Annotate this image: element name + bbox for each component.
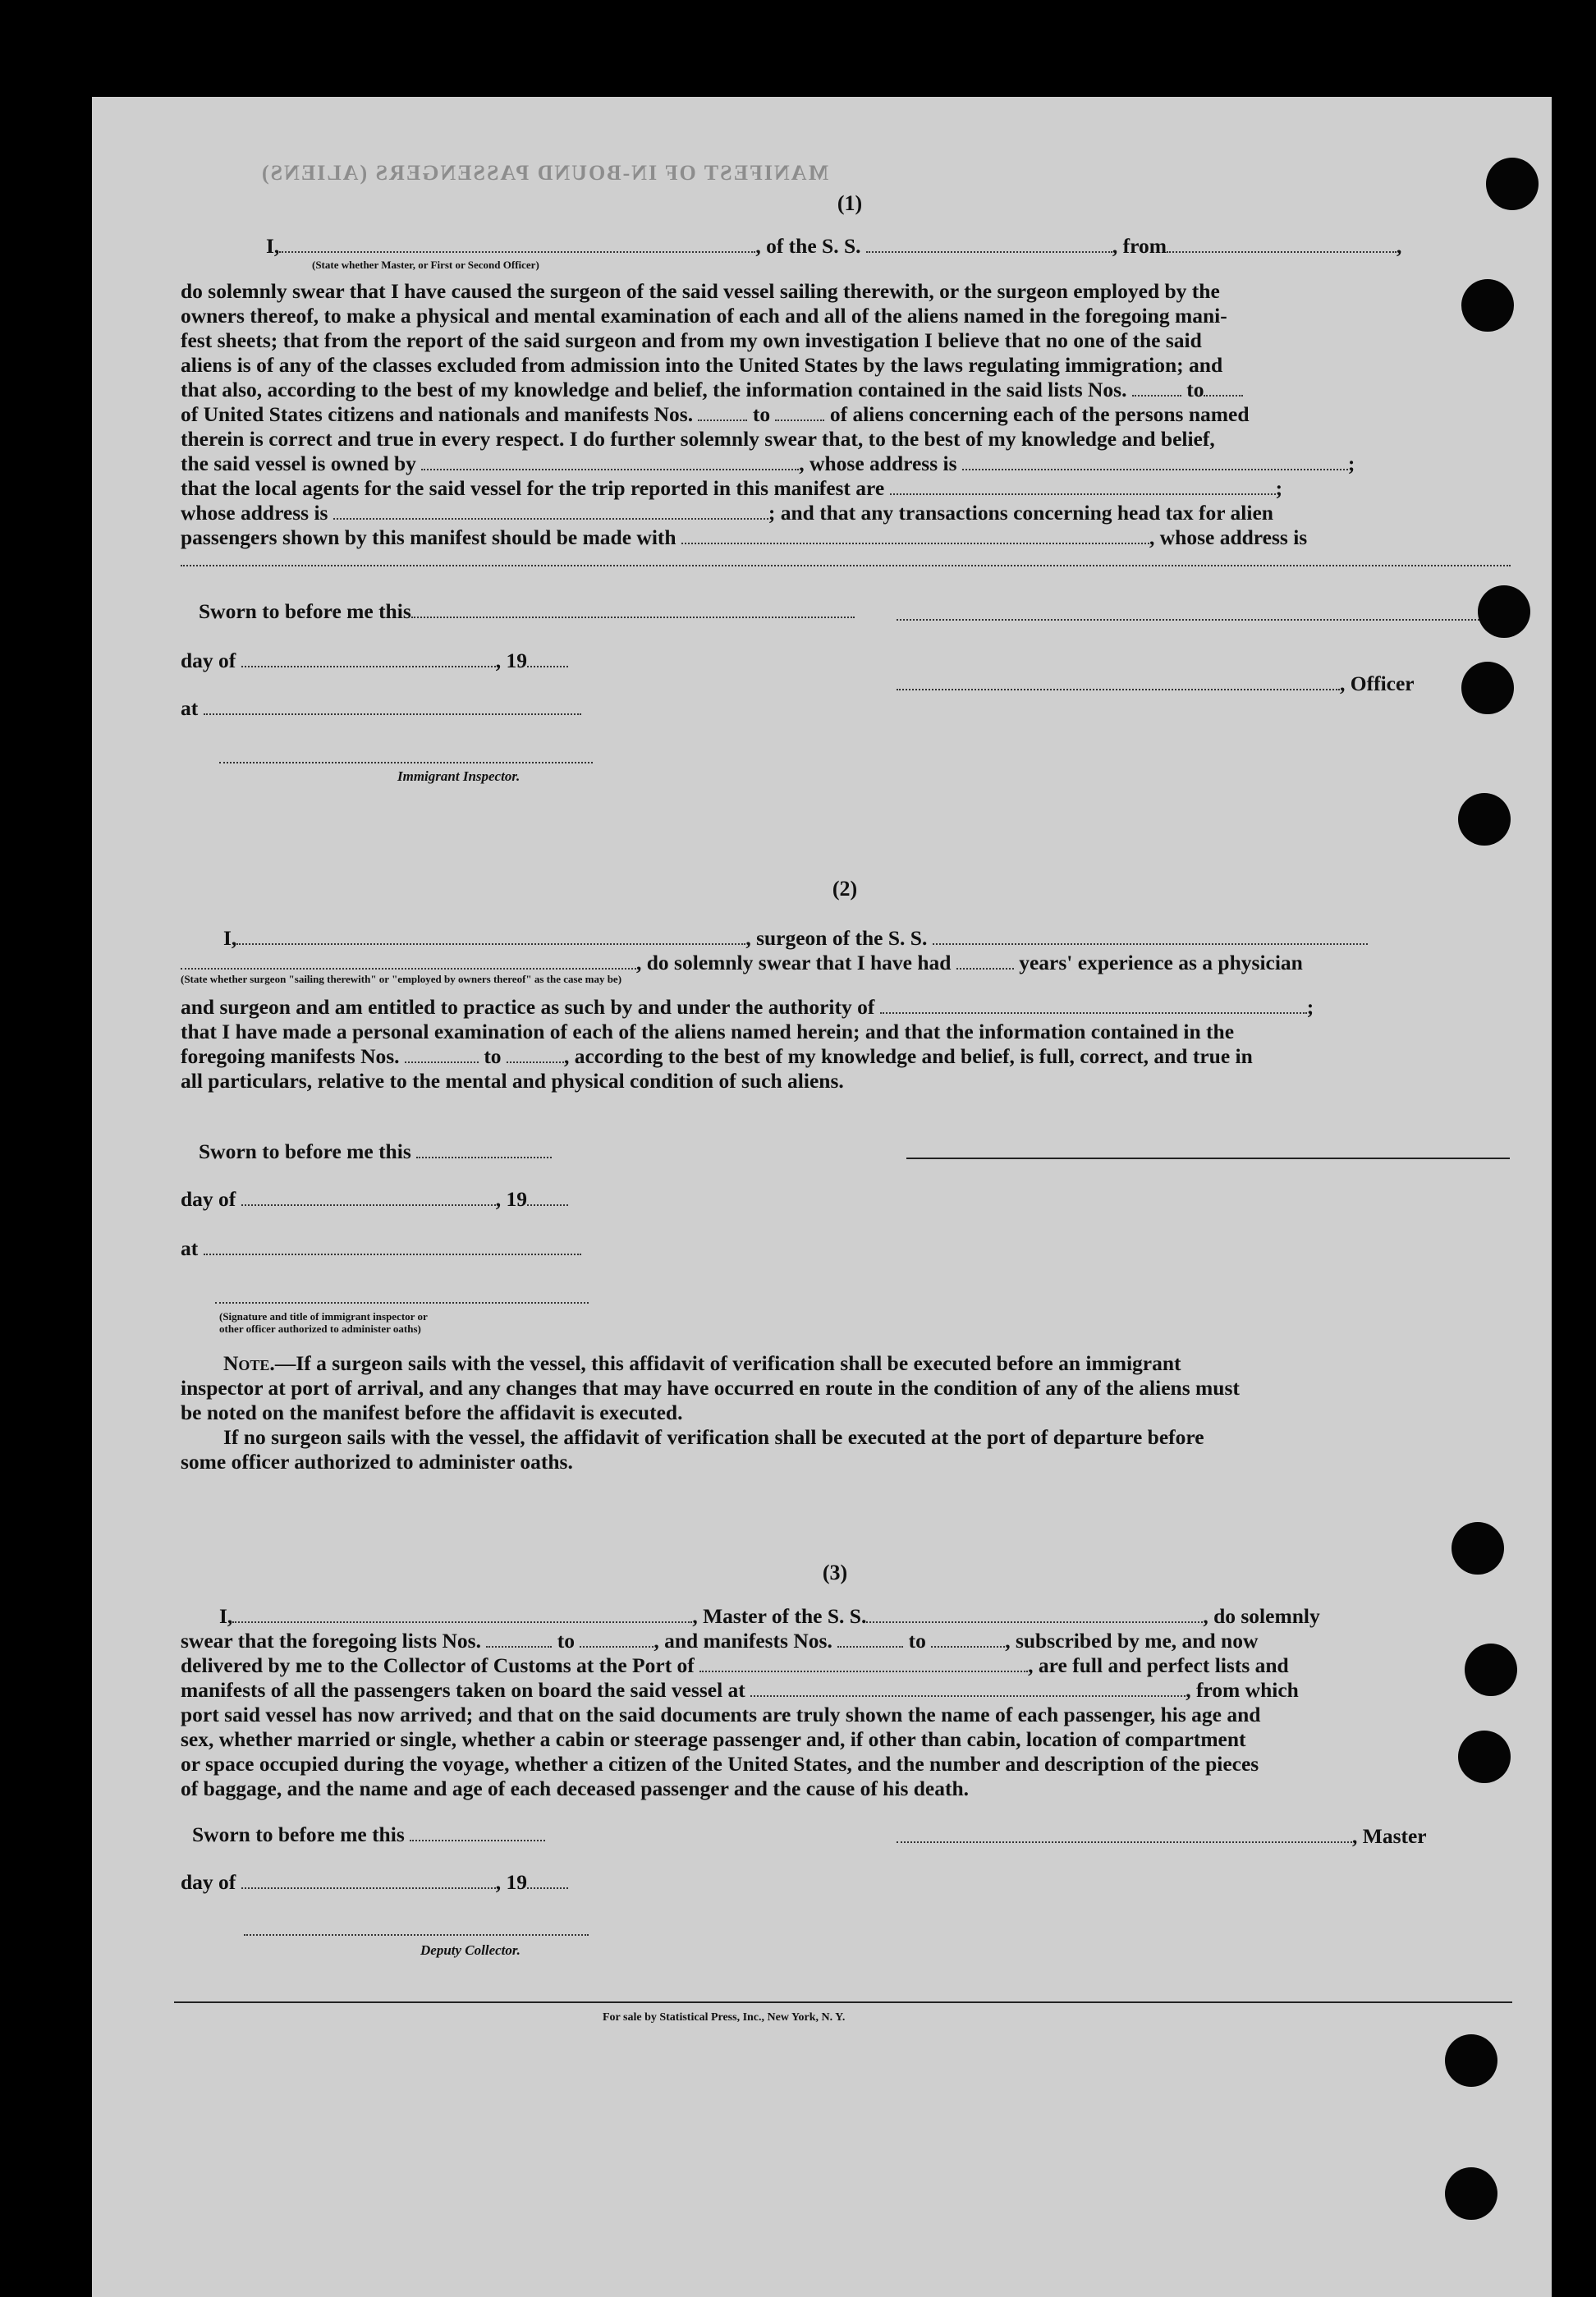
master-officer-caption: (State whether Master, or First or Second Officer) <box>312 259 539 271</box>
s2-day-of: day of , 19 <box>181 1187 568 1212</box>
s1-address-line <box>181 565 1511 566</box>
s2-sig-caption-1: (Signature and title of immigrant inspector or <box>219 1310 428 1323</box>
s1-line-5: that also, according to the best of my knowledge and belief, the information contained in the said lists Nos. to <box>181 378 1243 402</box>
note-line-2: inspector at port of arrival, and any changes that may have occurred en route in the condition of any of the aliens must <box>181 1376 1240 1400</box>
s3-master: , Master <box>897 1824 1427 1849</box>
s3-line-manifests: manifests of all the passengers taken on board the said vessel at , from which <box>181 1678 1299 1702</box>
s1-line-7: therein is correct and true in every respect. I do further solemnly swear that, to the best of my knowledge and belief, <box>181 427 1215 451</box>
s1-line-9: that the local agents for the said vessel for the trip reported in this manifest are ; <box>181 476 1283 500</box>
punch-hole <box>1465 1644 1517 1696</box>
of-ss-label: , of the S. S. <box>755 234 861 258</box>
note-line-1: Note.—If a surgeon sails with the vessel, this affidavit of verification shall be executed before an immigrant <box>223 1351 1181 1375</box>
s2-line-4: all particulars, relative to the mental and physical condition of such aliens. <box>181 1069 844 1093</box>
punch-hole <box>1478 585 1530 638</box>
s2-line-2: that I have made a personal examination of each of the aliens named herein; and that the information contained in the <box>181 1020 1235 1043</box>
s3-line-lists: swear that the foregoing lists Nos. to , and manifests Nos. to , subscribed by me, and now <box>181 1629 1259 1653</box>
from-label: , from <box>1112 234 1167 258</box>
s2-signature-line <box>906 1158 1510 1159</box>
note-line-5: some officer authorized to administer oaths. <box>181 1450 573 1474</box>
s1-line-3: fest sheets; that from the report of the said surgeon and from my own investigation I believe that no one of the said <box>181 328 1202 352</box>
punch-hole <box>1486 158 1539 210</box>
s3-line-i: I, , Master of the S. S. , do solemnly <box>219 1604 1320 1628</box>
form-page <box>92 97 1552 2297</box>
s2-inspector-line <box>215 1302 589 1304</box>
punch-hole <box>1452 1522 1504 1575</box>
punch-hole <box>1445 2167 1497 2220</box>
s2-line-1: and surgeon and am entitled to practice as such by and under the authority of ; <box>181 995 1314 1019</box>
s1-day-of: day of , 19 <box>181 649 568 673</box>
surgeon-caption: (State whether surgeon "sailing therewith" or "employed by owners thereof" as the case may be) <box>181 973 622 985</box>
s1-line-4: aliens is of any of the classes excluded from admission into the United States by the laws regulating immigration; and <box>181 353 1223 377</box>
s1-line-6: of United States citizens and nationals and manifests Nos. to of aliens concerning each of the persons named <box>181 402 1250 426</box>
s2-line-i: I, , surgeon of the S. S. <box>223 926 1368 951</box>
i-label: I, <box>266 234 280 258</box>
deputy-collector-caption: Deputy Collector. <box>420 1942 521 1958</box>
bleed-through-title: MANIFEST OF IN-BOUND PASSENGERS (ALIENS) <box>260 161 829 185</box>
s1-inspector-line <box>219 762 593 763</box>
s3-day-of: day of , 19 <box>181 1870 568 1895</box>
section-2-heading: (2) <box>832 877 858 901</box>
s3-sworn: Sworn to before me this <box>192 1822 545 1847</box>
s1-line-8: the said vessel is owned by , whose address is ; <box>181 452 1355 475</box>
s2-at: at <box>181 1236 581 1261</box>
section-3-heading: (3) <box>822 1561 848 1584</box>
immigrant-inspector-caption: Immigrant Inspector. <box>397 768 521 784</box>
s1-sig-top-line <box>897 619 1512 621</box>
punch-hole <box>1445 2034 1497 2087</box>
section-1-heading: (1) <box>837 191 863 215</box>
s1-sworn: Sworn to before me this <box>199 599 855 624</box>
s3-line-3: or space occupied during the voyage, whether a citizen of the United States, and the number and description of the pieces <box>181 1752 1259 1776</box>
punch-hole <box>1458 1731 1511 1783</box>
footer-printer-note: For sale by Statistical Press, Inc., New York, N. Y. <box>603 2011 846 2024</box>
s2-sworn: Sworn to before me this <box>199 1139 552 1164</box>
s1-line-1: do solemnly swear that I have caused the surgeon of the said vessel sailing therewith, or the surgeon employed by the <box>181 279 1220 303</box>
s1-line-2: owners thereof, to make a physical and mental examination of each and all of the aliens named in the foregoing mani- <box>181 304 1227 328</box>
punch-hole <box>1458 793 1511 846</box>
s2-line-solemnly: , do solemnly swear that I have had years' experience as a physician <box>181 951 1303 975</box>
s3-line-2: sex, whether married or single, whether a cabin or steerage passenger and, if other than cabin, location of compartment <box>181 1727 1246 1751</box>
note-line-4: If no surgeon sails with the vessel, the affidavit of verification shall be executed at the port of departure before <box>223 1425 1204 1449</box>
s1-officer: , Officer <box>897 672 1415 696</box>
s2-sig-caption-2: other officer authorized to administer oaths) <box>219 1323 421 1335</box>
s1-line-11: passengers shown by this manifest should be made with , whose address is <box>181 525 1308 549</box>
s1-line-10: whose address is ; and that any transactions concerning head tax for alien <box>181 501 1273 525</box>
note-line-3: be noted on the manifest before the affidavit is executed. <box>181 1401 683 1424</box>
s3-deputy-line <box>244 1934 589 1936</box>
s3-line-1: port said vessel has now arrived; and that on the said documents are truly shown the name of each passenger, his age and <box>181 1703 1261 1726</box>
section-1-line-i: I, , of the S. S. , from , <box>266 234 1402 258</box>
s3-line-delivered: delivered by me to the Collector of Customs at the Port of , are full and perfect lists and <box>181 1653 1289 1677</box>
s1-at: at <box>181 696 581 721</box>
s2-line-3: foregoing manifests Nos. to , according to the best of my knowledge and belief, is full, correct, and true in <box>181 1044 1253 1068</box>
punch-hole <box>1461 279 1514 332</box>
s3-line-4: of baggage, and the name and age of each deceased passenger and the cause of his death. <box>181 1777 970 1800</box>
punch-hole <box>1461 662 1514 714</box>
footer-rule <box>174 2001 1512 2003</box>
